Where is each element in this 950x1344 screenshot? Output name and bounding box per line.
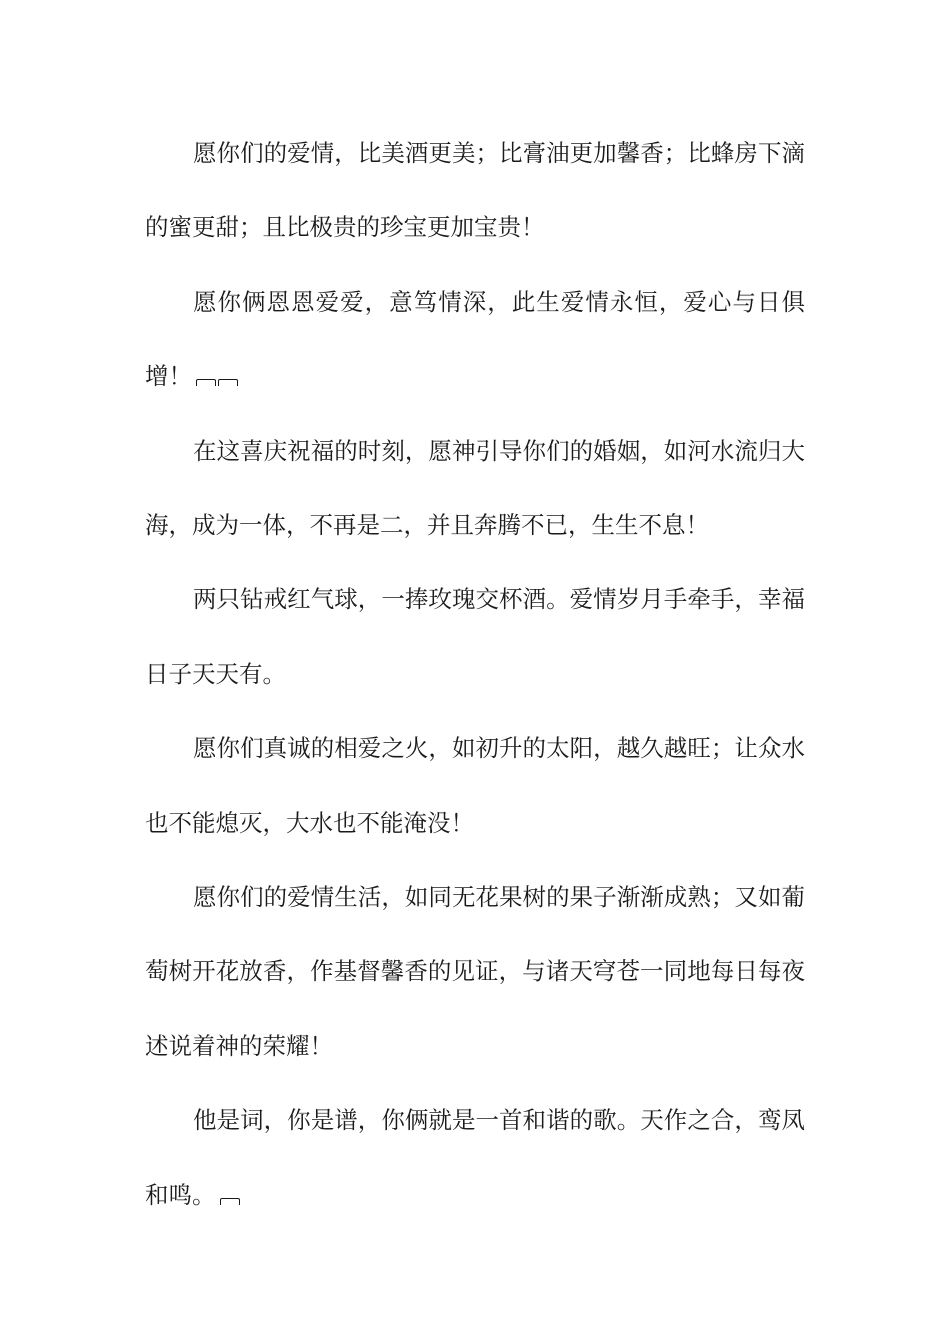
paragraph-text: 愿你俩恩恩爱爱，意笃情深，此生爱情永恒，爱心与日俱增！ xyxy=(145,287,805,391)
paragraph-text: 两只钻戒红气球，一捧玫瑰交杯酒。爱情岁月手牵手，幸福日子天天有。 xyxy=(145,585,805,688)
placeholder-mark-icon xyxy=(196,379,216,386)
paragraph-text: 愿你们的爱情生活，如同无花果树的果子渐渐成熟；又如葡萄树开花放香，作基督馨香的见证，与诸天穹苍一同地每日每夜述说着神的荣耀！ xyxy=(145,883,805,1060)
placeholder-mark-icon xyxy=(218,379,238,386)
placeholder-mark-icon xyxy=(220,1198,240,1205)
paragraph-6 xyxy=(145,860,805,1083)
paragraph-1 xyxy=(145,116,805,265)
paragraph-5 xyxy=(145,711,805,860)
paragraph-text: 在这喜庆祝福的时刻，愿神引导你们的婚姻，如河水流归大海，成为一体，不再是二，并且奔腾不已，生生不息！ xyxy=(145,436,805,540)
paragraph-text: 他是词，你是谱，你俩就是一首和谐的歌。天作之合，鸾凤和鸣。 xyxy=(145,1106,805,1209)
paragraph-text: 愿你们真诚的相爱之火，如初升的太阳，越久越旺；让众水也不能熄灭，大水也不能淹没！ xyxy=(145,734,805,837)
paragraph-2 xyxy=(145,265,805,414)
paragraph-3 xyxy=(145,414,805,563)
paragraph-7 xyxy=(145,1083,805,1232)
paragraph-4 xyxy=(145,562,805,711)
document-body xyxy=(145,116,805,1232)
paragraph-text: 愿你们的爱情，比美酒更美；比膏油更加馨香；比蜂房下滴的蜜更甜；且比极贵的珍宝更加宝贵！ xyxy=(145,139,805,242)
